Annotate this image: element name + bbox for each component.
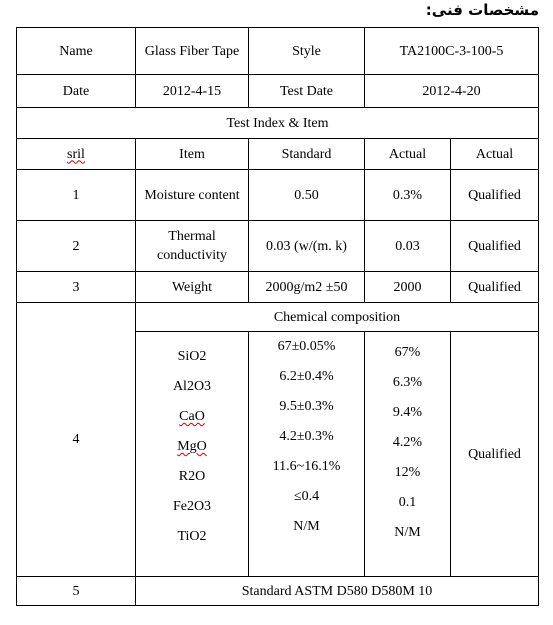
- row-actual: 2000: [365, 272, 451, 303]
- component-name: TiO2: [177, 529, 207, 544]
- component-names: [136, 332, 249, 577]
- table-row: [17, 221, 539, 272]
- row-item: Moisture content: [136, 170, 249, 221]
- row-actual: 0.03: [365, 221, 451, 272]
- chemical-result: Qualified: [451, 332, 539, 577]
- name-value: Glass Fiber Tape: [136, 28, 249, 75]
- row-standard: 0.50: [249, 170, 365, 221]
- footer-row-number: 5: [17, 577, 136, 606]
- chemical-title-row: [17, 303, 539, 332]
- component-name: Al2O3: [172, 379, 212, 394]
- component-standard: 11.6~16.1%: [272, 459, 341, 474]
- component-standard: 4.2±0.3%: [279, 429, 334, 444]
- row-number: 2: [17, 221, 136, 272]
- row-standard: 0.03 (w/(m. k): [249, 221, 365, 272]
- table-row: [17, 170, 539, 221]
- footer-standard: Standard ASTM D580 D580M 10: [136, 577, 539, 606]
- column-header-item: Item: [136, 139, 249, 170]
- table-row: [17, 272, 539, 303]
- test-date-label: Test Date: [249, 75, 365, 108]
- column-header-standard: Standard: [249, 139, 365, 170]
- component-actual: 9.4%: [392, 405, 423, 420]
- date-label: Date: [17, 75, 136, 108]
- component-name: MgO: [177, 439, 207, 454]
- component-name: SiO2: [177, 349, 207, 364]
- test-date-value: 2012-4-20: [365, 75, 539, 108]
- component-actual: 4.2%: [392, 435, 423, 450]
- component-actuals: [365, 332, 451, 577]
- component-standard: 9.5±0.3%: [279, 399, 334, 414]
- date-value: 2012-4-15: [136, 75, 249, 108]
- component-actual: 67%: [394, 345, 421, 360]
- row-standard: 2000g/m2 ±50: [249, 272, 365, 303]
- row-number: 1: [17, 170, 136, 221]
- date-row: [17, 75, 539, 108]
- component-standards: [249, 332, 365, 577]
- style-label: Style: [249, 28, 365, 75]
- component-standard: 6.2±0.4%: [279, 369, 334, 384]
- section-title: Test Index & Item: [17, 108, 539, 139]
- component-actual: 6.3%: [392, 375, 423, 390]
- chemical-row-number: 4: [17, 303, 136, 577]
- spec-table: [16, 27, 539, 606]
- row-item: Thermal conductivity: [136, 221, 249, 272]
- column-header-sril: sril: [17, 139, 136, 170]
- page-heading: مشخصات فنی:: [425, 1, 539, 19]
- row-number: 3: [17, 272, 136, 303]
- chemical-title: Chemical composition: [136, 303, 539, 332]
- row-result: Qualified: [451, 272, 539, 303]
- row-item: Weight: [136, 272, 249, 303]
- column-header-row: [17, 139, 539, 170]
- row-result: Qualified: [451, 221, 539, 272]
- row-result: Qualified: [451, 170, 539, 221]
- product-row: [17, 28, 539, 75]
- component-standard: N/M: [293, 519, 320, 534]
- component-standard: 67±0.05%: [277, 339, 336, 354]
- component-name: Fe2O3: [172, 499, 212, 514]
- section-title-row: [17, 108, 539, 139]
- component-name: CaO: [179, 409, 205, 424]
- component-actual: 0.1: [398, 495, 417, 510]
- column-header-result: Actual: [451, 139, 539, 170]
- column-header-actual: Actual: [365, 139, 451, 170]
- footer-row: [17, 577, 539, 606]
- component-actual: 12%: [394, 465, 421, 480]
- component-name: R2O: [178, 469, 206, 484]
- style-value: TA2100C-3-100-5: [365, 28, 539, 75]
- component-standard: ≤0.4: [293, 489, 320, 504]
- component-actual: N/M: [394, 525, 421, 540]
- row-actual: 0.3%: [365, 170, 451, 221]
- name-label: Name: [17, 28, 136, 75]
